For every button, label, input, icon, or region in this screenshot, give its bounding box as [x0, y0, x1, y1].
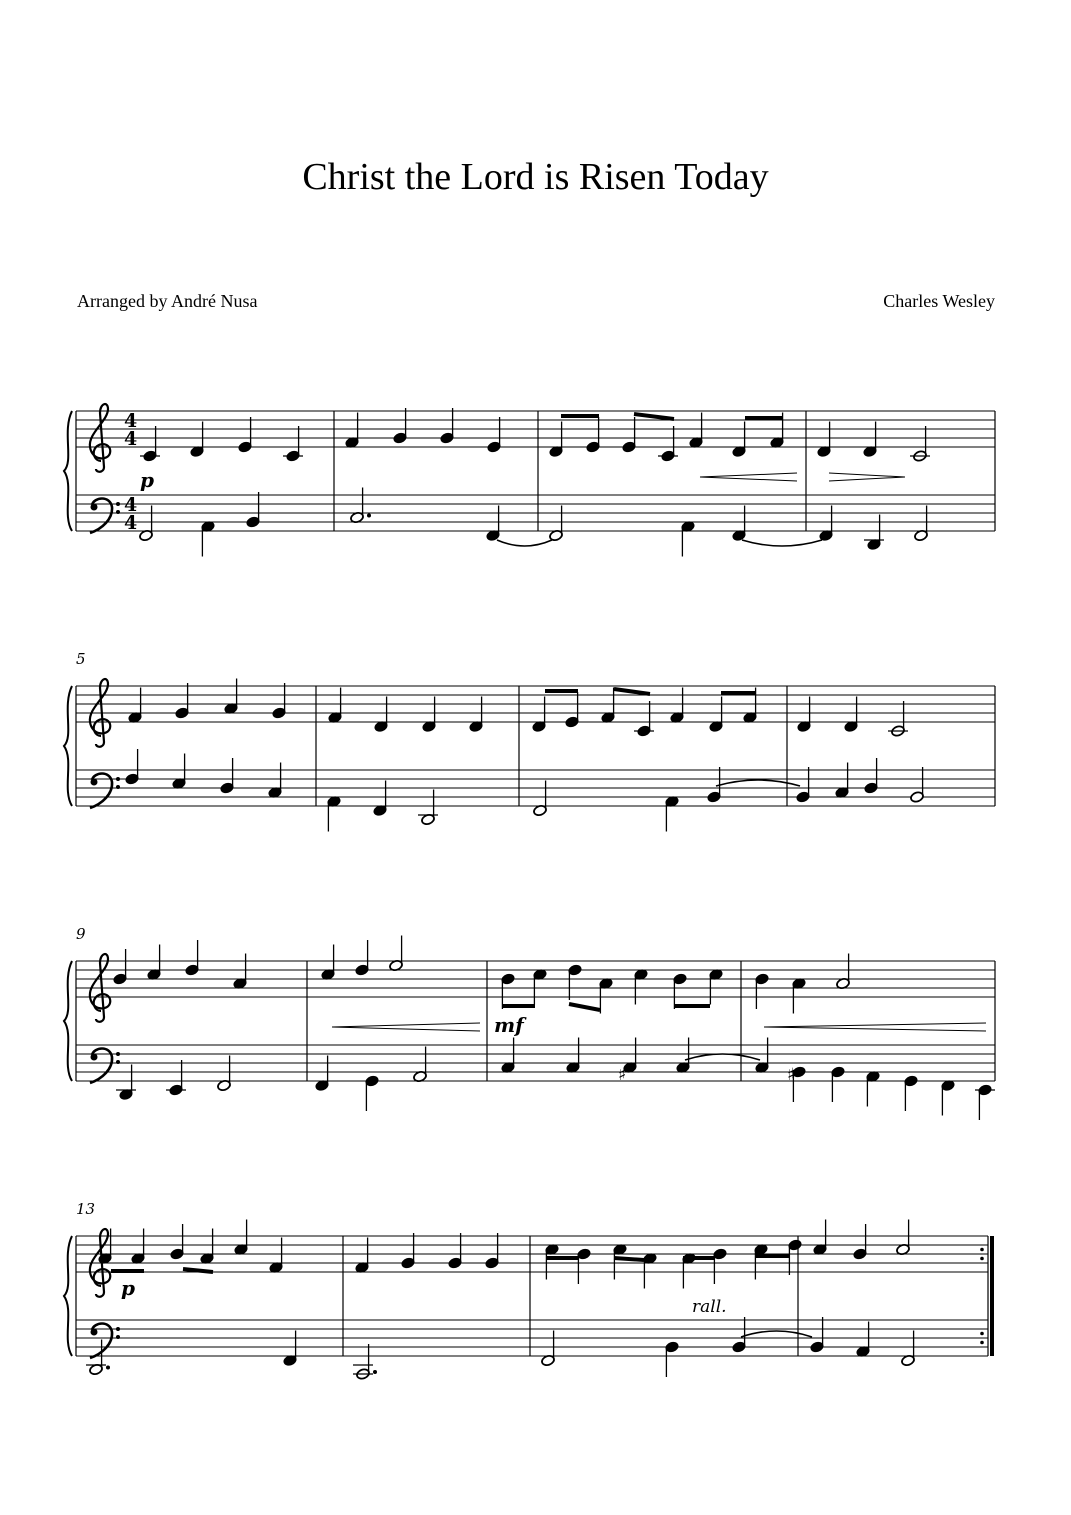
beam — [569, 1004, 600, 1010]
bass-note — [217, 1056, 232, 1092]
treble-note — [113, 949, 128, 985]
arranger-credit: Arranged by André Nusa — [77, 291, 258, 311]
treble-note — [501, 973, 516, 1009]
treble-note — [185, 940, 200, 976]
treble-note — [272, 683, 287, 719]
bass-clef-dot — [91, 779, 98, 786]
bass-note — [864, 758, 879, 794]
measure-number: 13 — [76, 1200, 96, 1218]
treble-note — [469, 697, 484, 733]
treble-note — [565, 692, 580, 728]
treble-note — [792, 977, 807, 1013]
treble-note — [910, 426, 930, 462]
tie — [742, 540, 822, 546]
bass-clef-dot — [91, 504, 98, 511]
treble-note — [658, 426, 678, 462]
bass-note — [172, 754, 187, 790]
bass-note — [866, 1070, 881, 1106]
treble-note — [131, 1229, 146, 1265]
bass-note — [856, 1322, 871, 1358]
system — [64, 410, 995, 534]
treble-note — [709, 697, 724, 733]
bass-clef-dot — [116, 777, 120, 781]
bass-note — [755, 1038, 770, 1074]
time-signature-numerator: 4 — [124, 410, 138, 432]
hairpin-line — [700, 473, 797, 477]
treble-note — [601, 688, 616, 724]
treble-note — [190, 422, 205, 458]
bass-note — [413, 1047, 428, 1083]
treble-note — [613, 1243, 628, 1279]
tie — [741, 1331, 812, 1337]
treble-note — [549, 422, 564, 458]
bass-clef-dot — [116, 1052, 120, 1056]
crescendo-hairpin — [700, 473, 797, 481]
treble-note — [643, 1252, 658, 1288]
treble-note — [440, 408, 455, 444]
decrescendo-hairpin — [829, 473, 905, 481]
treble-note — [170, 1224, 185, 1260]
bass-note — [665, 1341, 680, 1377]
treble-note — [487, 417, 502, 453]
treble-note — [389, 936, 404, 972]
treble-note — [844, 697, 859, 733]
treble-note — [836, 954, 851, 990]
treble-note — [599, 977, 614, 1013]
treble-note — [853, 1224, 868, 1260]
bass-note — [246, 492, 261, 528]
bass-note — [501, 1038, 516, 1074]
time-signature-numerator: 4 — [124, 494, 138, 516]
treble-note — [673, 973, 688, 1009]
bass-note — [835, 763, 850, 799]
treble-note — [532, 697, 547, 733]
treble-note — [355, 940, 370, 976]
treble-note — [175, 683, 190, 719]
system — [64, 925, 995, 1081]
bass-note — [125, 749, 140, 785]
treble-note — [147, 945, 162, 981]
treble-note — [234, 1220, 249, 1256]
measure-number: 5 — [76, 650, 86, 668]
treble-note — [269, 1238, 284, 1274]
bass-note — [810, 1317, 825, 1353]
treble-note — [374, 697, 389, 733]
bass-note — [819, 506, 834, 542]
treble-note — [817, 422, 832, 458]
bass-note — [541, 1331, 556, 1367]
bass-note — [975, 1084, 995, 1120]
treble-note — [689, 413, 704, 449]
tie — [685, 1054, 760, 1060]
bass-note — [268, 763, 283, 799]
bass-note — [486, 506, 501, 542]
treble-note — [448, 1233, 463, 1269]
treble-note — [140, 426, 160, 462]
bass-note — [116, 1065, 136, 1101]
bass-note — [549, 506, 564, 542]
treble-note — [128, 688, 143, 724]
treble-note — [622, 417, 637, 453]
treble-note — [422, 697, 437, 733]
page-title: Christ the Lord is Risen Today — [302, 156, 769, 198]
treble-note — [393, 408, 408, 444]
bass-note — [350, 488, 371, 524]
tie — [497, 540, 552, 546]
treble-note — [813, 1220, 828, 1256]
treble-note — [709, 968, 724, 1004]
time-signature-denominator: 4 — [124, 428, 138, 450]
hairpin-line — [829, 477, 905, 481]
bass-clef-dot — [116, 502, 120, 506]
bass-note — [864, 515, 884, 551]
sharp-accidental: ♯ — [787, 1065, 796, 1085]
treble-note — [545, 1243, 560, 1279]
treble-note — [732, 422, 747, 458]
treble-note — [233, 954, 248, 990]
bass-note — [665, 795, 680, 831]
bass-note — [315, 1056, 330, 1092]
bass-clef-dot — [91, 1054, 98, 1061]
crescendo-hairpin — [332, 1023, 480, 1031]
treble-note — [283, 426, 303, 462]
bass-note — [914, 506, 929, 542]
treble-note — [533, 968, 548, 1004]
treble-note — [345, 413, 360, 449]
treble-note — [485, 1233, 500, 1269]
crescendo-hairpin — [764, 1023, 986, 1031]
hairpin-line — [829, 473, 905, 477]
bass-note — [373, 781, 388, 817]
bass-note — [220, 758, 235, 794]
treble-note — [224, 679, 239, 715]
bass-clef-dot — [91, 1329, 98, 1336]
treble-note — [634, 968, 649, 1004]
treble-note — [328, 688, 343, 724]
treble-note — [200, 1229, 215, 1265]
augmentation-dot — [106, 1366, 110, 1370]
bass-note — [418, 790, 438, 826]
brace — [64, 1236, 72, 1356]
brace — [64, 686, 72, 806]
treble-note — [755, 973, 770, 1009]
beam — [614, 689, 650, 694]
system — [64, 1200, 992, 1356]
beam — [634, 414, 674, 419]
bass-note — [910, 767, 925, 803]
treble-note — [670, 688, 685, 724]
bass-note — [353, 1344, 377, 1380]
bass-note — [86, 1340, 110, 1376]
hairpin-line — [332, 1023, 480, 1027]
brace — [64, 411, 72, 531]
tempo-marking: rall. — [692, 1297, 727, 1317]
treble-note — [713, 1248, 728, 1284]
brace — [64, 961, 72, 1081]
bass-note — [283, 1331, 298, 1367]
bass-note — [732, 506, 747, 542]
time-signature-denominator: 4 — [124, 512, 138, 534]
repeat-dot — [980, 1332, 984, 1336]
hairpin-line — [764, 1027, 986, 1031]
hairpin-line — [332, 1027, 480, 1031]
augmentation-dot — [367, 514, 371, 518]
bass-note — [365, 1075, 380, 1111]
treble-note — [754, 1243, 769, 1279]
treble-note — [888, 701, 908, 737]
repeat-dot — [980, 1257, 984, 1261]
treble-note — [577, 1248, 592, 1284]
bass-note — [901, 1331, 916, 1367]
bass-note — [676, 1038, 691, 1074]
bass-clef-dot — [116, 785, 120, 789]
treble-note — [634, 701, 654, 737]
treble-note — [863, 422, 878, 458]
dynamic-marking: p — [140, 468, 154, 492]
dynamic-marking: mf — [494, 1013, 524, 1037]
dynamic-marking: p — [121, 1276, 135, 1300]
bass-note — [566, 1038, 581, 1074]
treble-note — [788, 1239, 803, 1275]
augmentation-dot — [373, 1370, 377, 1374]
hairpin-line — [700, 477, 797, 481]
beam — [614, 1258, 644, 1260]
bass-note — [139, 506, 154, 542]
bass-note — [327, 795, 342, 831]
bass-note — [831, 1066, 846, 1102]
treble-note — [355, 1238, 370, 1274]
repeat-dot — [980, 1248, 984, 1252]
bass-note — [941, 1079, 956, 1115]
bass-clef-dot — [116, 1335, 120, 1339]
measure-number: 9 — [76, 925, 86, 943]
bass-clef-dot — [116, 1327, 120, 1331]
repeat-dot — [980, 1341, 984, 1345]
bass-clef-dot — [116, 510, 120, 514]
bass-note — [533, 781, 548, 817]
treble-note — [896, 1220, 911, 1256]
composer-credit: Charles Wesley — [883, 291, 995, 311]
treble-note — [238, 417, 253, 453]
sharp-accidental: ♯ — [618, 1065, 627, 1085]
bass-note — [201, 520, 216, 556]
bass-note — [904, 1075, 919, 1111]
bass-note — [166, 1060, 186, 1096]
treble-note — [586, 417, 601, 453]
treble-note — [321, 945, 336, 981]
treble-note — [568, 964, 583, 1000]
treble-note — [401, 1233, 416, 1269]
bass-note — [732, 1317, 747, 1353]
treble-note — [797, 697, 812, 733]
hairpin-line — [764, 1023, 986, 1027]
bass-clef-dot — [116, 1060, 120, 1064]
bass-note — [681, 520, 696, 556]
